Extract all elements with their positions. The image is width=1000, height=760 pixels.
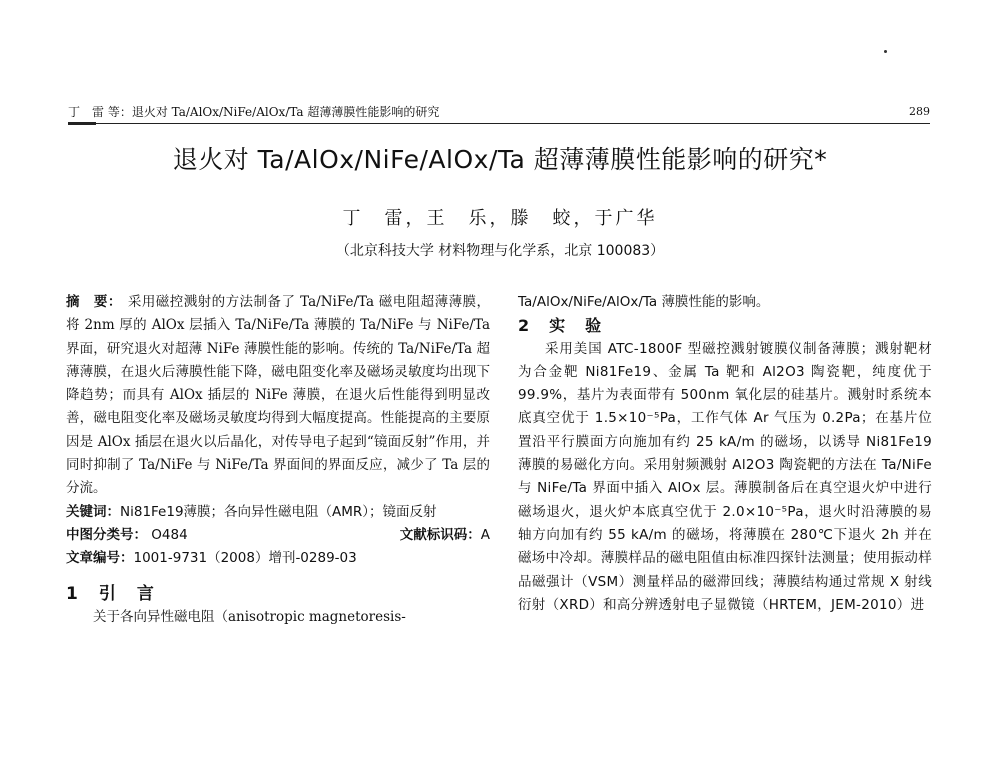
article-number-label: 文章编号： <box>66 550 134 567</box>
continued-text: Ta/AlOx/NiFe/AlOx/Ta 薄膜性能的影响。 <box>518 294 770 310</box>
section-1-heading: 1 引 言 <box>66 583 156 604</box>
doc-code-value: A <box>480 526 490 543</box>
keywords-label: 关键词： <box>66 503 120 520</box>
abstract-label: 摘 要： <box>66 294 122 310</box>
paper-title: 退火对 Ta/AlOx/NiFe/AlOx/Ta 超薄薄膜性能影响的研究* <box>172 145 828 174</box>
affiliation: （北京科技大学 材料物理与化学系，北京 100083） <box>335 243 665 259</box>
classification-row <box>66 524 490 547</box>
running-header <box>68 103 930 123</box>
header-accent-rule <box>68 122 96 125</box>
scan-speck <box>884 50 887 53</box>
article-number-value: 1001-9731（2008）增刊-0289-03 <box>133 550 357 567</box>
right-column <box>518 291 932 617</box>
doc-code-label: 文献标识码： <box>399 526 481 543</box>
keywords-text: Ni81Fe19薄膜；各向异性磁电阻（AMR）；镜面反射 <box>120 503 437 520</box>
abstract <box>66 291 490 501</box>
left-column <box>66 291 490 629</box>
abstract-text: 采用磁控溅射的方法制备了 Ta/NiFe/Ta 磁电阻超薄薄膜，将 2nm 厚的 AlOx 层插入 Ta/NiFe/Ta 薄膜的 Ta/NiFe 与 NiFe/Ta 界面，研究退火对超薄 NiFe 薄膜性能的影响。传统的 Ta/NiFe/Ta 超薄薄膜，在退火后薄膜性能下降，磁电阻变化率及磁场灵敏度均出现下降趋势；而具有 AlOx 插层的 NiFe 薄膜，在退火后性能得到明显改善，磁电阻变化率及磁场灵敏度均得到大幅度提高。性能提高的主要原因是 AlOx 插层在退火以后晶化，对传导电子起到“镜面反射”作用，并同时抑制了 Ta/NiFe 与 NiFe/Ta 界面间的界面反应，减少了 Ta 层的分流。 <box>66 294 491 497</box>
page-number: 289 <box>909 105 930 118</box>
running-title: 丁 雷 等：退火对 Ta/AlOx/NiFe/AlOx/Ta 超薄薄膜性能影响的研究 <box>68 105 440 119</box>
clc-value: O484 <box>151 526 188 543</box>
author-list: 丁 雷，王 乐，滕 蛟，于广华 <box>342 208 658 229</box>
article-number <box>66 547 490 570</box>
section-1-first-line: 关于各向异性磁电阻（anisotropic magnetoresis- <box>93 608 406 625</box>
keywords <box>66 501 490 524</box>
experiment-paragraph: 采用美国 ATC-1800F 型磁控溅射镀膜仪制备薄膜；溅射靶材为合金靶 Ni81Fe19、金属 Ta 靶和 Al2O3 陶瓷靶，纯度优于 99.9%，基片为表面带有 500nm 氧化层的硅基片。溅射时系统本底真空优于 1.5×10⁻⁵Pa，工作气体 Ar 气压为 0.2Pa；在基片位置沿平行膜面方向施加有约 25 kA/m 的磁场，以诱导 Ni81Fe19 薄膜的易磁化方向。采用射频溅射 Al2O3 陶瓷靶的方法在 Ta/NiFe 与 NiFe/Ta 界面中插入 AlOx 层。薄膜制备后在真空退火炉中进行磁场退火，退火炉本底真空优于 2.0×10⁻⁵Pa，退火时沿薄膜的易轴方向加有约 55 kA/m 的磁场，将薄膜在 280℃下退火 2h 并在磁场中冷却。薄膜样品的磁电阻值由标准四探针法测量；使用振动样品磁强计（VSM）测量样品的磁滞回线；薄膜结构通过常规 X 射线衍射（XRD）和高分辨透射电子显微镜（HRTEM，JEM-2010）进 <box>518 340 932 613</box>
clc-label: 中图分类号： <box>66 526 147 543</box>
header-rule <box>68 123 930 124</box>
section-2-heading: 2 实 验 <box>518 316 604 336</box>
